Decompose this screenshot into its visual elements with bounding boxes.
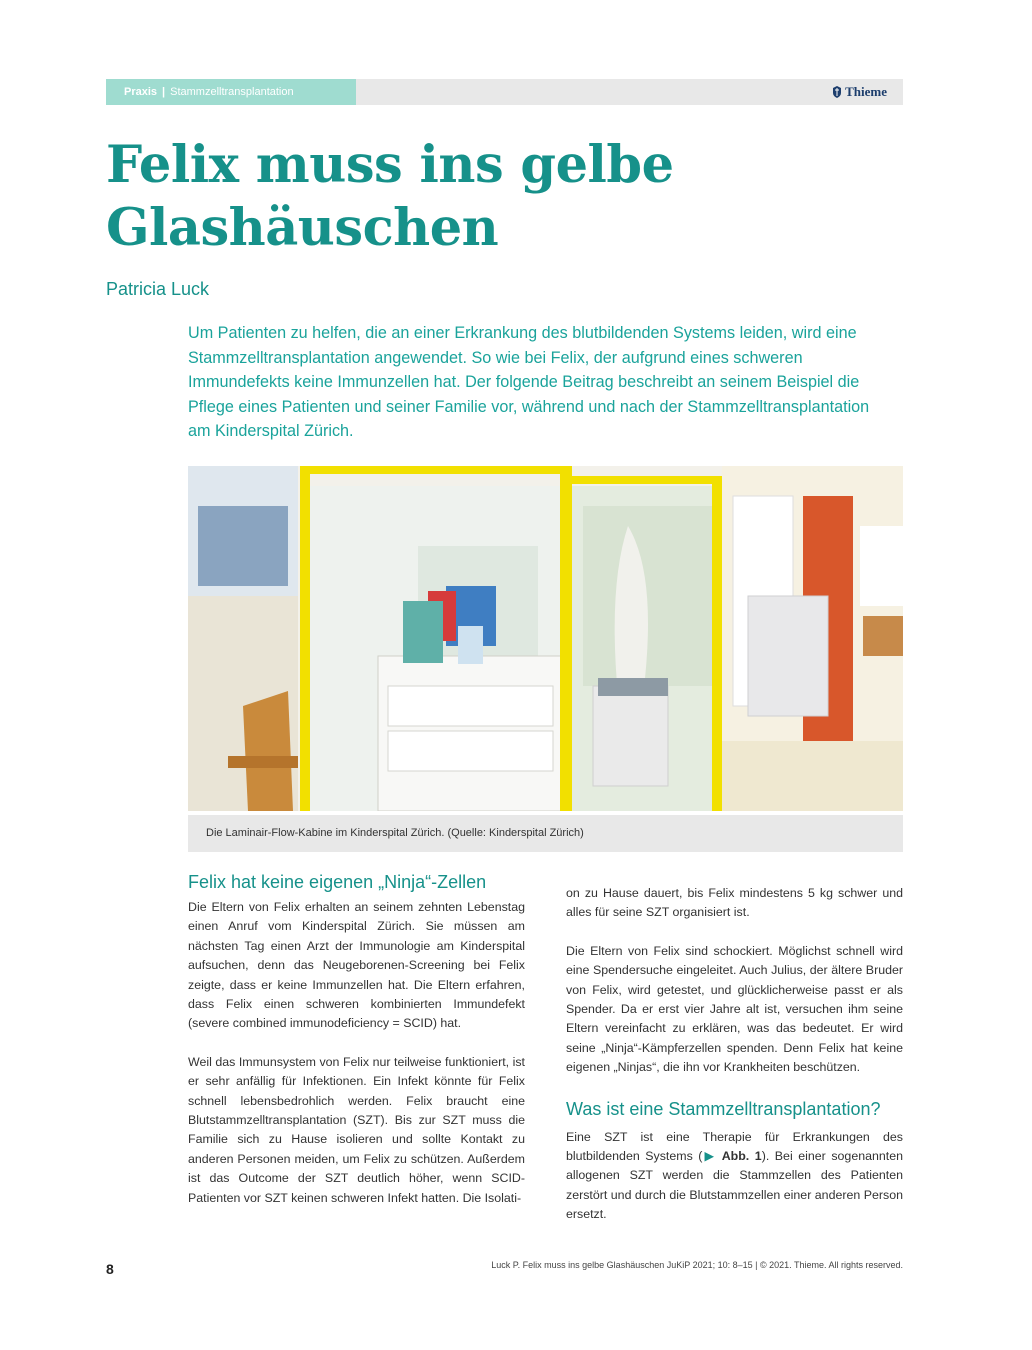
- author-name: Patricia Luck: [106, 279, 210, 299]
- publisher-name: Thieme: [845, 84, 887, 99]
- title-line-2: Glashäuschen: [106, 198, 499, 258]
- laminar-flow-cabin-image: [188, 466, 903, 811]
- body-paragraph-szt: [566, 1128, 903, 1225]
- figure-caption: Die Laminair-Flow-Kabine im Kinderspital Zürich. (Quelle: Kinderspital Zürich): [188, 815, 903, 852]
- figure-reference-arrow-icon: ▶: [702, 1149, 717, 1164]
- section-label: Praxis: [124, 86, 158, 98]
- thieme-emblem-icon: [832, 86, 842, 98]
- section-tab: [106, 79, 356, 105]
- citation-footer: Luck P. Felix muss ins gelbe Glashäuschen JuKiP 2021; 10: 8–15 | © 2021. Thieme. All rights reserved.: [491, 1260, 903, 1270]
- body-paragraph: Die Eltern von Felix sind schockiert. Möglichst schnell wird eine Spendersuche eingeleitet. Auch Julius, der ältere Bruder von Felix, wird getestet, und glücklicherweise passt er als Spender. Da er erst vier Jahre alt ist, versuchen ihm seine Eltern vereinfacht zu erklären, was das bedeutet. Er wird seine „Ninja“-Kämpferzellen spenden. Denn Felix hat keine eigenen „Ninjas“, die ihn vor Krankheiten beschützen.: [566, 943, 903, 1075]
- body-text: ). Bei einer sogenannten allogenen SZT werden die Stammzellen des Patienten zerstört und durch die Blutstammzellen einer anderen Person ersetzt.: [566, 1149, 903, 1222]
- body-text: Eine SZT ist eine Therapie für Erkrankungen des blutbildenden Systems (: [566, 1129, 903, 1164]
- figure-reference-link[interactable]: Abb. 1: [721, 1149, 762, 1164]
- section-heading-szt: Was ist eine Stammzelltransplantation?: [566, 1098, 881, 1119]
- section-heading-ninja: Felix hat keine eigenen „Ninja“-Zellen: [188, 872, 487, 892]
- body-paragraph: on zu Hause dauert, bis Felix mindestens 5 kg schwer und alles für seine SZT organisiert ist.: [566, 886, 903, 920]
- article-photo: [188, 466, 903, 811]
- lead-paragraph: Um Patienten zu helfen, die an einer Erkrankung des blutbildenden Systems leiden, wird eine Stammzelltransplantation angewendet. So wie bei Felix, der aufgrund eines schweren Immundefekts keine Immunzellen hat. Der folgende Beitrag beschreibt an seinem Beispiel die Pflege eines Patienten und seiner Familie vor, während und nach der Stammzelltransplantation am Kinderspital Zürich.: [188, 324, 870, 441]
- publisher-logo: [832, 79, 887, 105]
- section-separator: |: [162, 86, 166, 98]
- body-paragraph: Weil das Immunsystem von Felix nur teilweise funktioniert, ist er sehr anfällig für Infektionen. Ein Infekt könnte für Felix schnell lebensbedrohlich werden. Felix braucht eine Blutstammzelltransplantation (SZT). Bis zur SZT muss die Familie sich zu Hause isolieren und sollte Kontakt zu anderen Personen meiden, um Felix zu schützen. Außerdem ist das Outcome der SZT deutlich höher, wenn SCID-Patienten vor SZT keinen schweren Infekt hatten. Die Isolati-: [188, 1054, 525, 1205]
- running-header: [106, 79, 903, 105]
- title-line-1: Felix muss ins gelbe: [106, 135, 674, 195]
- page-number: 8: [106, 1261, 114, 1277]
- left-column: [188, 870, 525, 1227]
- right-column: [566, 884, 903, 1244]
- topic-label: Stammzelltransplantation: [170, 86, 294, 98]
- article-title: [106, 134, 806, 260]
- body-paragraph: Die Eltern von Felix erhalten an seinem zehnten Lebenstag einen Anruf vom Kinderspital Zürich. Sie müssen am nächsten Tag einen Arzt der Immunologie am Kinderspital aufsuchen, denn das Neugeborenen-Screening bei Felix zeigte, dass er keine Immunzellen hat. Die Eltern erfahren, dass Felix einen schweren kombinierten Immundefekt (severe combined immunodeficiency = SCID) hat.: [188, 900, 525, 1031]
